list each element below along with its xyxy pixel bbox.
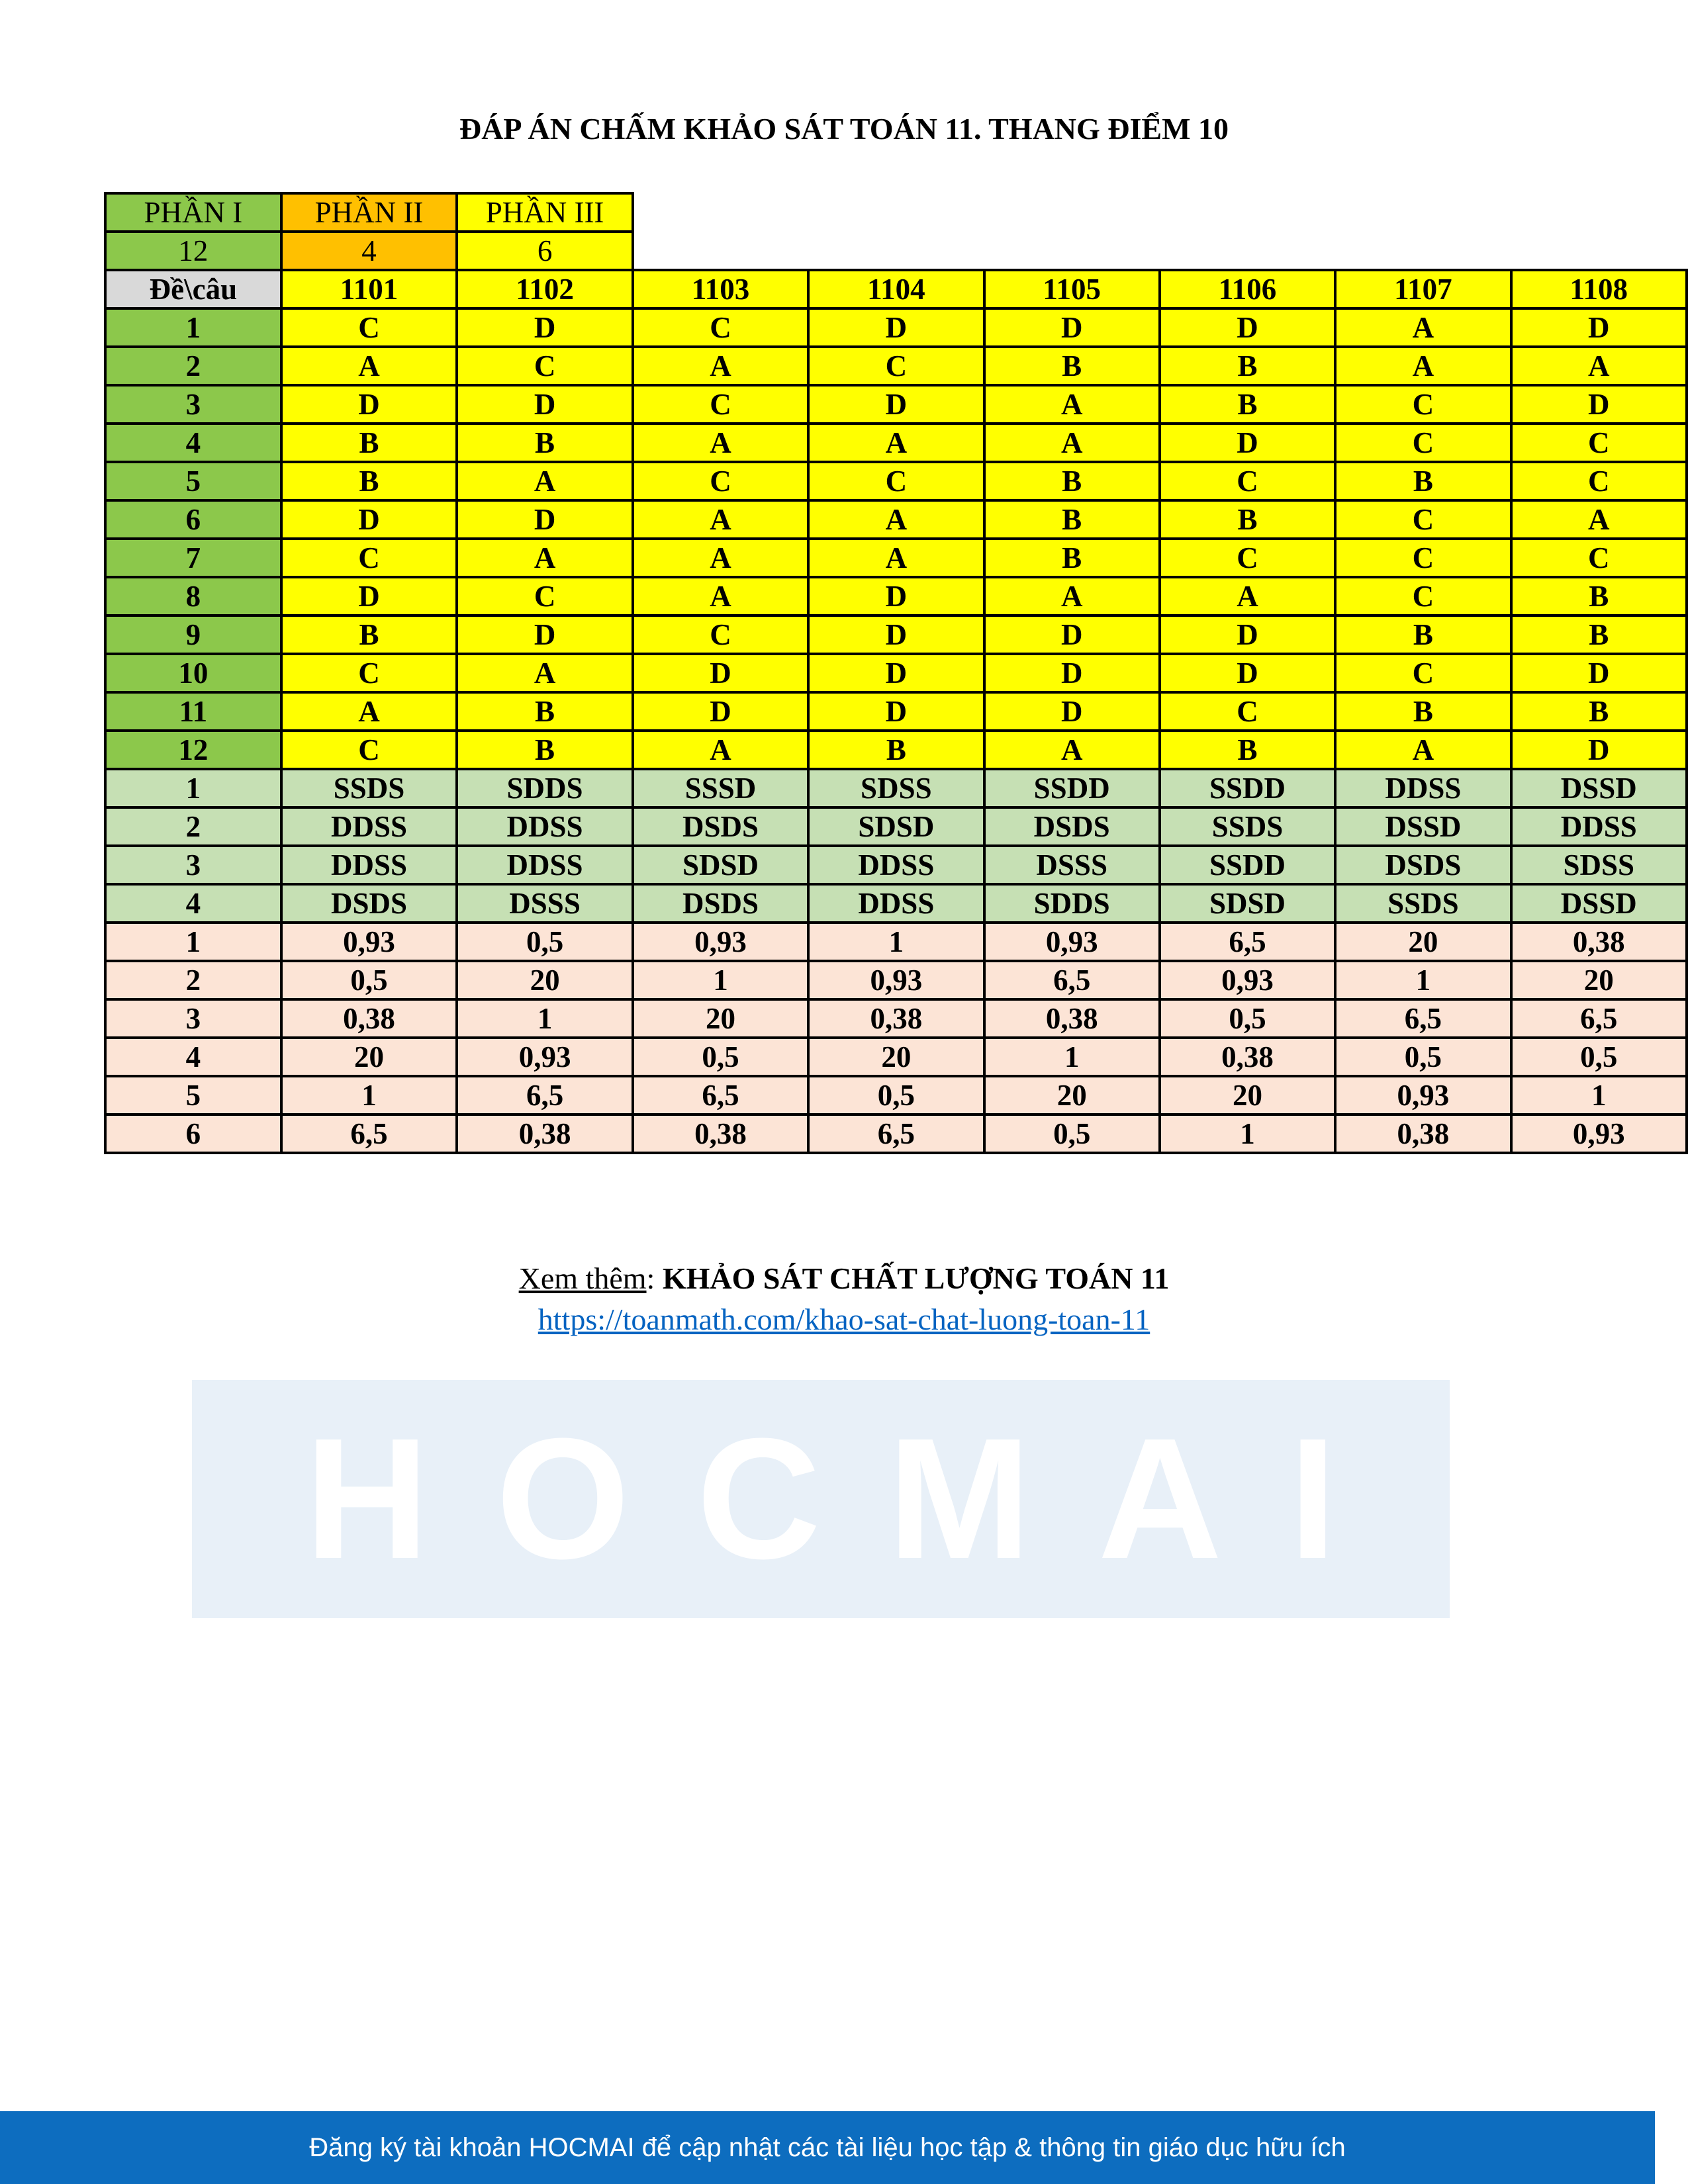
empty-cell (808, 193, 984, 232)
answer-cell: SSDS (1160, 807, 1335, 846)
answer-cell: DSSD (1511, 884, 1687, 923)
parts-row (105, 193, 1687, 232)
question-number: 6 (105, 500, 281, 539)
answer-cell: DDSS (1335, 769, 1511, 807)
part2-row (105, 807, 1687, 846)
page-title: ĐÁP ÁN CHẤM KHẢO SÁT TOÁN 11. THANG ĐIỂM 10 (459, 112, 1229, 146)
answer-cell: D (808, 385, 984, 424)
exam-code-header: 1102 (457, 270, 633, 308)
answer-cell: 0,93 (457, 1038, 633, 1076)
answer-cell: D (1160, 654, 1335, 692)
answer-cell: 0,38 (281, 999, 457, 1038)
header-row (105, 270, 1687, 308)
answer-cell: C (1160, 692, 1335, 731)
answer-cell: 0,5 (984, 1115, 1160, 1153)
answer-cell: 20 (1511, 961, 1687, 999)
answer-cell: D (984, 654, 1160, 692)
see-more-label: Xem thêm (518, 1261, 647, 1295)
exam-code-header: 1103 (633, 270, 808, 308)
answer-cell: D (457, 615, 633, 654)
answer-cell: SDSS (808, 769, 984, 807)
question-number: 9 (105, 615, 281, 654)
answer-cell: C (1160, 462, 1335, 500)
question-number: 12 (105, 731, 281, 769)
answer-cell: C (281, 654, 457, 692)
answer-cell: A (1335, 308, 1511, 347)
answer-cell: D (633, 692, 808, 731)
answer-cell: C (281, 731, 457, 769)
watermark-letter: I (1289, 1402, 1337, 1595)
answer-cell: DDSS (1511, 807, 1687, 846)
answer-cell: D (1511, 654, 1687, 692)
answer-cell: DDSS (281, 846, 457, 884)
answer-cell: SDSD (633, 846, 808, 884)
part-question-count: 12 (105, 232, 281, 270)
question-number: 3 (105, 999, 281, 1038)
answer-cell: B (984, 500, 1160, 539)
answer-cell: D (1511, 385, 1687, 424)
answer-cell: 0,93 (281, 923, 457, 961)
answer-cell: B (984, 347, 1160, 385)
exam-code-header: 1105 (984, 270, 1160, 308)
answer-cell: B (984, 462, 1160, 500)
answer-cell: D (1160, 424, 1335, 462)
answer-cell: B (457, 692, 633, 731)
part1-row (105, 692, 1687, 731)
part1-row (105, 731, 1687, 769)
answer-cell: 0,93 (984, 923, 1160, 961)
answer-cell: 20 (281, 1038, 457, 1076)
answer-cell: 20 (457, 961, 633, 999)
answer-cell: 0,5 (1160, 999, 1335, 1038)
counts-row (105, 232, 1687, 270)
answer-cell: D (808, 654, 984, 692)
answer-cell: A (633, 424, 808, 462)
part1-row (105, 424, 1687, 462)
part3-row (105, 1076, 1687, 1115)
answer-cell: 6,5 (1335, 999, 1511, 1038)
answer-cell: 6,5 (1160, 923, 1335, 961)
answer-cell: C (1335, 577, 1511, 615)
answer-cell: D (808, 615, 984, 654)
answer-cell: 1 (281, 1076, 457, 1115)
answer-cell: B (808, 731, 984, 769)
answer-cell: SDSS (1511, 846, 1687, 884)
answer-cell: C (1511, 539, 1687, 577)
question-number: 2 (105, 961, 281, 999)
see-more-colon: : (646, 1261, 663, 1295)
answer-cell: DDSS (808, 846, 984, 884)
part2-row (105, 769, 1687, 807)
answer-key-table (104, 192, 1688, 1154)
part-label: PHẦN III (457, 193, 633, 232)
question-number: 3 (105, 385, 281, 424)
answer-cell: D (1160, 615, 1335, 654)
question-number: 4 (105, 1038, 281, 1076)
part-question-count: 6 (457, 232, 633, 270)
answer-cell: 6,5 (457, 1076, 633, 1115)
answer-cell: 0,93 (633, 923, 808, 961)
answer-cell: C (1335, 385, 1511, 424)
answer-cell: SDSD (808, 807, 984, 846)
answer-cell: DDSS (281, 807, 457, 846)
answer-cell: A (633, 577, 808, 615)
empty-cell (1160, 232, 1335, 270)
answer-cell: D (808, 692, 984, 731)
answer-cell: C (457, 347, 633, 385)
answer-cell: C (1160, 539, 1335, 577)
answer-cell: C (633, 385, 808, 424)
see-more-link[interactable]: https://toanmath.com/khao-sat-chat-luong-toan-11 (538, 1302, 1150, 1336)
answer-cell: 20 (633, 999, 808, 1038)
answer-cell: C (633, 308, 808, 347)
answer-cell: 1 (1335, 961, 1511, 999)
part1-row (105, 347, 1687, 385)
see-more-title: KHẢO SÁT CHẤT LƯỢNG TOÁN 11 (662, 1261, 1170, 1295)
part3-row (105, 961, 1687, 999)
answer-cell: 0,5 (281, 961, 457, 999)
see-more-line (0, 1261, 1688, 1296)
answer-cell: A (984, 385, 1160, 424)
answer-cell: A (457, 462, 633, 500)
answer-cell: 20 (808, 1038, 984, 1076)
answer-cell: SSDD (984, 769, 1160, 807)
exam-code-header: 1107 (1335, 270, 1511, 308)
part1-row (105, 615, 1687, 654)
answer-cell: 0,38 (457, 1115, 633, 1153)
answer-cell: 20 (984, 1076, 1160, 1115)
answer-cell: A (633, 347, 808, 385)
exam-code-header: 1108 (1511, 270, 1687, 308)
answer-cell: A (457, 539, 633, 577)
exam-code-header: 1106 (1160, 270, 1335, 308)
part2-row (105, 846, 1687, 884)
answer-cell: SSDD (1160, 846, 1335, 884)
answer-cell: D (457, 385, 633, 424)
answer-cell: D (984, 308, 1160, 347)
answer-cell: DSSS (984, 846, 1160, 884)
answer-cell: D (984, 615, 1160, 654)
answer-cell: 6,5 (633, 1076, 808, 1115)
answer-cell: 0,38 (1335, 1115, 1511, 1153)
answer-cell: C (281, 308, 457, 347)
answer-cell: D (808, 308, 984, 347)
answer-cell: C (1511, 462, 1687, 500)
answer-cell: DSDS (281, 884, 457, 923)
answer-cell: C (281, 539, 457, 577)
answer-cell: DDSS (457, 807, 633, 846)
watermark-letter: O (496, 1402, 630, 1595)
part3-row (105, 1115, 1687, 1153)
answer-cell: 0,5 (808, 1076, 984, 1115)
answer-cell: D (808, 577, 984, 615)
part1-row (105, 308, 1687, 347)
answer-cell: B (984, 539, 1160, 577)
answer-cell: D (281, 500, 457, 539)
answer-cell: A (633, 539, 808, 577)
empty-cell (633, 193, 808, 232)
answer-cell: DSSD (1335, 807, 1511, 846)
answer-cell: A (984, 731, 1160, 769)
part1-row (105, 500, 1687, 539)
answer-cell: A (457, 654, 633, 692)
answer-cell: A (281, 347, 457, 385)
empty-cell (633, 232, 808, 270)
question-number: 2 (105, 347, 281, 385)
answer-cell: SSDS (281, 769, 457, 807)
question-number: 1 (105, 308, 281, 347)
question-number: 2 (105, 807, 281, 846)
empty-cell (984, 193, 1160, 232)
answer-cell: 1 (984, 1038, 1160, 1076)
empty-cell (1335, 193, 1511, 232)
empty-cell (1511, 232, 1687, 270)
answer-cell: 6,5 (281, 1115, 457, 1153)
answer-cell: A (808, 539, 984, 577)
answer-cell: B (1511, 577, 1687, 615)
answer-cell: C (633, 615, 808, 654)
empty-cell (808, 232, 984, 270)
part1-row (105, 654, 1687, 692)
answer-cell: DSDS (984, 807, 1160, 846)
answer-cell: B (457, 731, 633, 769)
part1-row (105, 462, 1687, 500)
answer-cell: D (457, 500, 633, 539)
watermark-letter: A (1098, 1402, 1223, 1595)
answer-cell: C (808, 347, 984, 385)
question-number: 4 (105, 884, 281, 923)
answer-cell: B (1511, 615, 1687, 654)
answer-cell: SDSD (1160, 884, 1335, 923)
answer-cell: DSDS (633, 807, 808, 846)
answer-cell: D (633, 654, 808, 692)
part-question-count: 4 (281, 232, 457, 270)
answer-cell: C (633, 462, 808, 500)
answer-cell: A (984, 424, 1160, 462)
part1-row (105, 539, 1687, 577)
answer-cell: DSSS (457, 884, 633, 923)
part3-row (105, 1038, 1687, 1076)
answer-cell: D (281, 385, 457, 424)
answer-cell: A (808, 424, 984, 462)
answer-cell: B (1160, 347, 1335, 385)
answer-cell: SDDS (457, 769, 633, 807)
exam-code-header: 1101 (281, 270, 457, 308)
answer-cell: 6,5 (1511, 999, 1687, 1038)
empty-cell (1160, 193, 1335, 232)
answer-cell: DSDS (1335, 846, 1511, 884)
exam-code-header: 1104 (808, 270, 984, 308)
part3-row (105, 923, 1687, 961)
watermark-logo (192, 1380, 1450, 1618)
answer-cell: C (1335, 424, 1511, 462)
question-number: 5 (105, 1076, 281, 1115)
part-label: PHẦN I (105, 193, 281, 232)
answer-cell: C (808, 462, 984, 500)
answer-cell: 0,5 (1511, 1038, 1687, 1076)
part-label: PHẦN II (281, 193, 457, 232)
answer-cell: SSSD (633, 769, 808, 807)
answer-cell: 1 (457, 999, 633, 1038)
answer-cell: D (457, 308, 633, 347)
question-number: 6 (105, 1115, 281, 1153)
part1-row (105, 385, 1687, 424)
answer-cell: SSDS (1335, 884, 1511, 923)
answer-cell: A (1160, 577, 1335, 615)
answer-cell: C (1335, 539, 1511, 577)
answer-cell: B (1160, 731, 1335, 769)
answer-cell: B (1511, 692, 1687, 731)
watermark-letter: C (696, 1402, 821, 1595)
answer-cell: C (1511, 424, 1687, 462)
answer-cell: 0,5 (633, 1038, 808, 1076)
answer-cell: B (281, 462, 457, 500)
empty-cell (1511, 193, 1687, 232)
answer-cell: 0,38 (633, 1115, 808, 1153)
answer-cell: A (808, 500, 984, 539)
answer-cell: 0,93 (1335, 1076, 1511, 1115)
answer-cell: B (457, 424, 633, 462)
answer-cell: 0,38 (808, 999, 984, 1038)
answer-cell: 20 (1160, 1076, 1335, 1115)
answer-cell: D (1160, 308, 1335, 347)
answer-cell: B (1160, 385, 1335, 424)
answer-cell: SSDD (1160, 769, 1335, 807)
question-number: 1 (105, 923, 281, 961)
answer-cell: D (1511, 731, 1687, 769)
answer-cell: 0,5 (1335, 1038, 1511, 1076)
answer-cell: 0,38 (1511, 923, 1687, 961)
empty-cell (984, 232, 1160, 270)
answer-cell: C (1335, 500, 1511, 539)
answer-cell: C (457, 577, 633, 615)
question-number: 5 (105, 462, 281, 500)
answer-cell: A (1511, 500, 1687, 539)
answer-cell: D (1511, 308, 1687, 347)
answer-cell: D (281, 577, 457, 615)
answer-cell: C (1335, 654, 1511, 692)
part3-row (105, 999, 1687, 1038)
part2-row (105, 884, 1687, 923)
answer-cell: B (1335, 615, 1511, 654)
part1-row (105, 577, 1687, 615)
answer-cell: B (1335, 462, 1511, 500)
answer-cell: 0,93 (1160, 961, 1335, 999)
question-number: 7 (105, 539, 281, 577)
answer-cell: 1 (1160, 1115, 1335, 1153)
answer-cell: A (1335, 731, 1511, 769)
answer-cell: A (281, 692, 457, 731)
answer-cell: B (281, 615, 457, 654)
answer-cell: D (984, 692, 1160, 731)
answer-cell: B (281, 424, 457, 462)
question-number: 1 (105, 769, 281, 807)
footer-banner[interactable]: Đăng ký tài khoản HOCMAI để cập nhật các tài liệu học tập & thông tin giáo dục hữu ích (0, 2111, 1655, 2184)
answer-cell: 0,38 (984, 999, 1160, 1038)
answer-cell: DSDS (633, 884, 808, 923)
answer-cell: 1 (808, 923, 984, 961)
answer-cell: 6,5 (808, 1115, 984, 1153)
answer-cell: A (1335, 347, 1511, 385)
watermark-letter: H (305, 1402, 430, 1595)
answer-cell: A (633, 731, 808, 769)
question-number: 8 (105, 577, 281, 615)
question-number: 10 (105, 654, 281, 692)
corner-header: Đề\câu (105, 270, 281, 308)
empty-cell (1335, 232, 1511, 270)
answer-cell: B (1335, 692, 1511, 731)
answer-cell: 1 (1511, 1076, 1687, 1115)
answer-cell: B (1160, 500, 1335, 539)
answer-cell: A (1511, 347, 1687, 385)
answer-cell: 0,93 (808, 961, 984, 999)
answer-cell: 0,93 (1511, 1115, 1687, 1153)
answer-cell: 0,5 (457, 923, 633, 961)
answer-cell: 20 (1335, 923, 1511, 961)
answer-cell: DDSS (808, 884, 984, 923)
answer-cell: 0,38 (1160, 1038, 1335, 1076)
question-number: 3 (105, 846, 281, 884)
answer-cell: A (633, 500, 808, 539)
answer-cell: DSSD (1511, 769, 1687, 807)
answer-cell: SDDS (984, 884, 1160, 923)
answer-cell: 1 (633, 961, 808, 999)
question-number: 4 (105, 424, 281, 462)
question-number: 11 (105, 692, 281, 731)
answer-cell: 6,5 (984, 961, 1160, 999)
answer-cell: DDSS (457, 846, 633, 884)
answer-cell: A (984, 577, 1160, 615)
watermark-letter: M (888, 1402, 1031, 1595)
